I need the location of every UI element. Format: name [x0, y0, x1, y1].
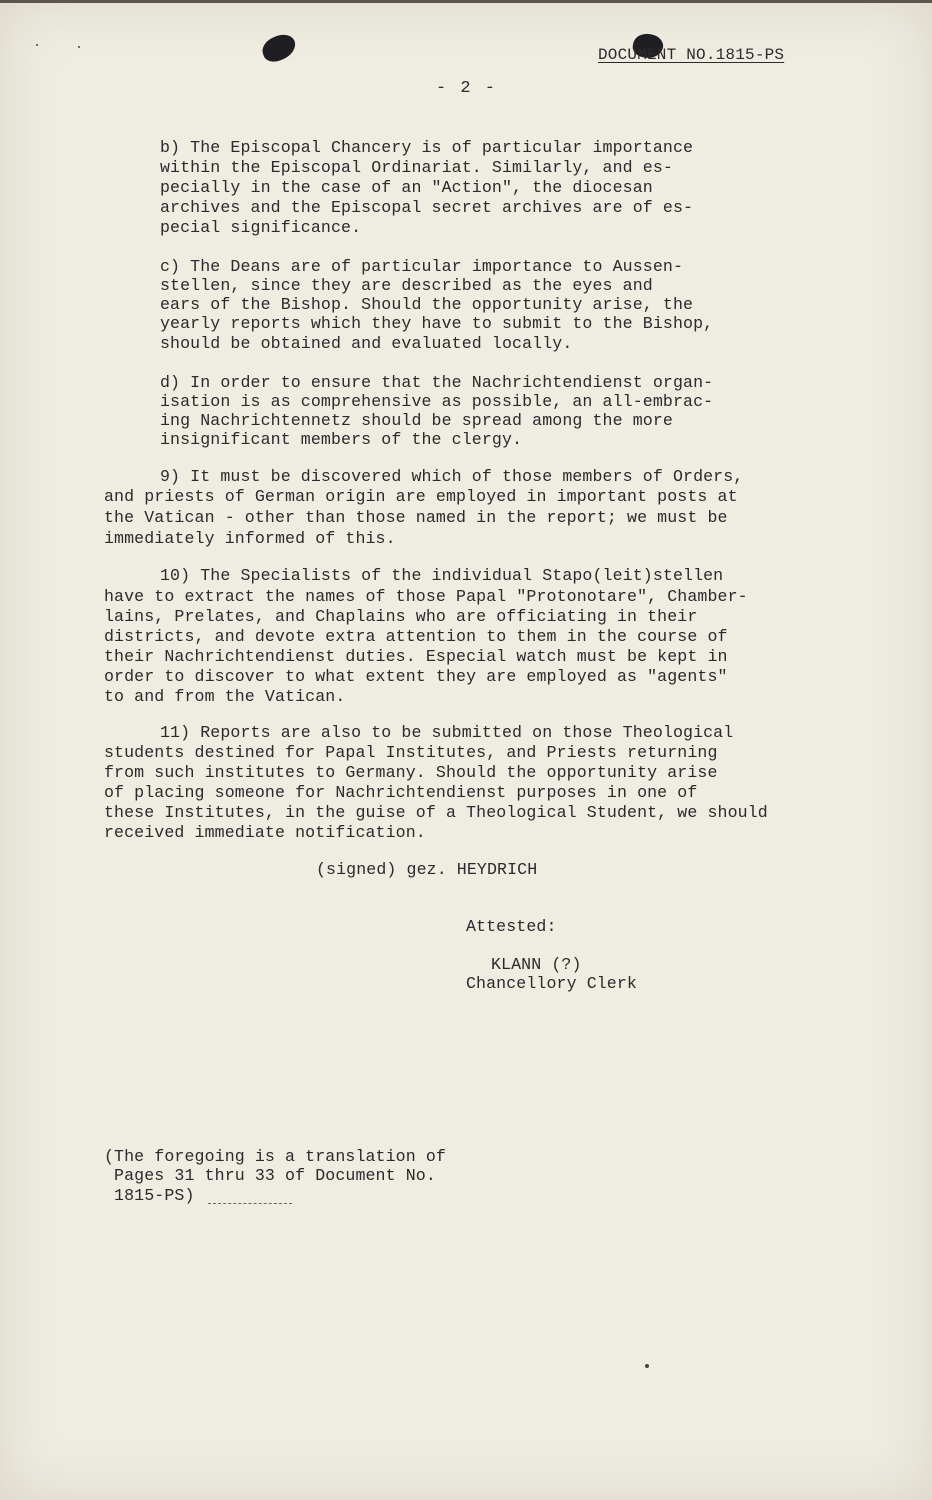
text-line: pecially in the case of an "Action", the diocesan: [160, 178, 653, 197]
dashed-rule: [208, 1203, 292, 1204]
signature-line: (signed) gez. HEYDRICH: [316, 860, 538, 879]
speck: [36, 44, 38, 46]
text-line: within the Episcopal Ordinariat. Similarly, and es-: [160, 158, 673, 177]
text-line: stellen, since they are described as the eyes and: [160, 276, 653, 295]
text-line: their Nachrichtendienst duties. Especial watch must be kept in: [104, 647, 728, 666]
text-line: students destined for Papal Institutes, and Priests returning: [104, 743, 718, 762]
text-line: b) The Episcopal Chancery is of particular importance: [160, 138, 694, 157]
text-line: d) In order to ensure that the Nachrichtendienst organ-: [160, 373, 714, 392]
text-line: received immediate notification.: [104, 823, 426, 842]
note-line: 1815-PS): [104, 1186, 195, 1205]
note-line: (The foregoing is a translation of: [104, 1147, 446, 1166]
text-line: c) The Deans are of particular importance to Aussen-: [160, 257, 684, 276]
document-number: DOCUMENT NO.1815-PS: [598, 46, 785, 64]
text-line: have to extract the names of those Papal "Protonotare", Chamber-: [104, 587, 748, 606]
text-line: these Institutes, in the guise of a Theological Student, we should: [104, 803, 768, 822]
attester-name: KLANN (?): [491, 955, 582, 974]
text-line: 11) Reports are also to be submitted on those Theological: [160, 723, 734, 742]
text-line: districts, and devote extra attention to them in the course of: [104, 627, 728, 646]
text-line: ing Nachrichtennetz should be spread among the more: [160, 411, 673, 430]
text-line: of placing someone for Nachrichtendienst purposes in one of: [104, 783, 698, 802]
text-line: immediately informed of this.: [104, 529, 396, 548]
text-line: pecial significance.: [160, 218, 362, 237]
text-line: ears of the Bishop. Should the opportunity arise, the: [160, 295, 694, 314]
text-line: to and from the Vatican.: [104, 687, 346, 706]
note-line: Pages 31 thru 33 of Document No.: [104, 1166, 436, 1185]
page-number: - 2 -: [436, 79, 498, 98]
text-line: lains, Prelates, and Chaplains who are officiating in their: [104, 607, 698, 626]
speck: [78, 46, 80, 48]
text-line: from such institutes to Germany. Should the opportunity arise: [104, 763, 718, 782]
attester-title: Chancellory Clerk: [466, 974, 637, 993]
attested-label: Attested:: [466, 917, 557, 936]
ink-blot-left: [259, 31, 299, 65]
speck: [645, 1364, 649, 1368]
text-line: yearly reports which they have to submit to the Bishop,: [160, 314, 714, 333]
text-line: should be obtained and evaluated locally.: [160, 334, 573, 353]
text-line: 9) It must be discovered which of those members of Orders,: [160, 467, 744, 486]
text-line: order to discover to what extent they are employed as "agents": [104, 667, 728, 686]
text-line: insignificant members of the clergy.: [160, 430, 523, 449]
text-line: archives and the Episcopal secret archives are of es-: [160, 198, 694, 217]
text-line: 10) The Specialists of the individual Stapo(leit)stellen: [160, 566, 724, 585]
text-line: the Vatican - other than those named in the report; we must be: [104, 508, 728, 527]
text-line: isation is as comprehensive as possible, an all-embrac-: [160, 392, 714, 411]
text-line: and priests of German origin are employed in important posts at: [104, 487, 738, 506]
